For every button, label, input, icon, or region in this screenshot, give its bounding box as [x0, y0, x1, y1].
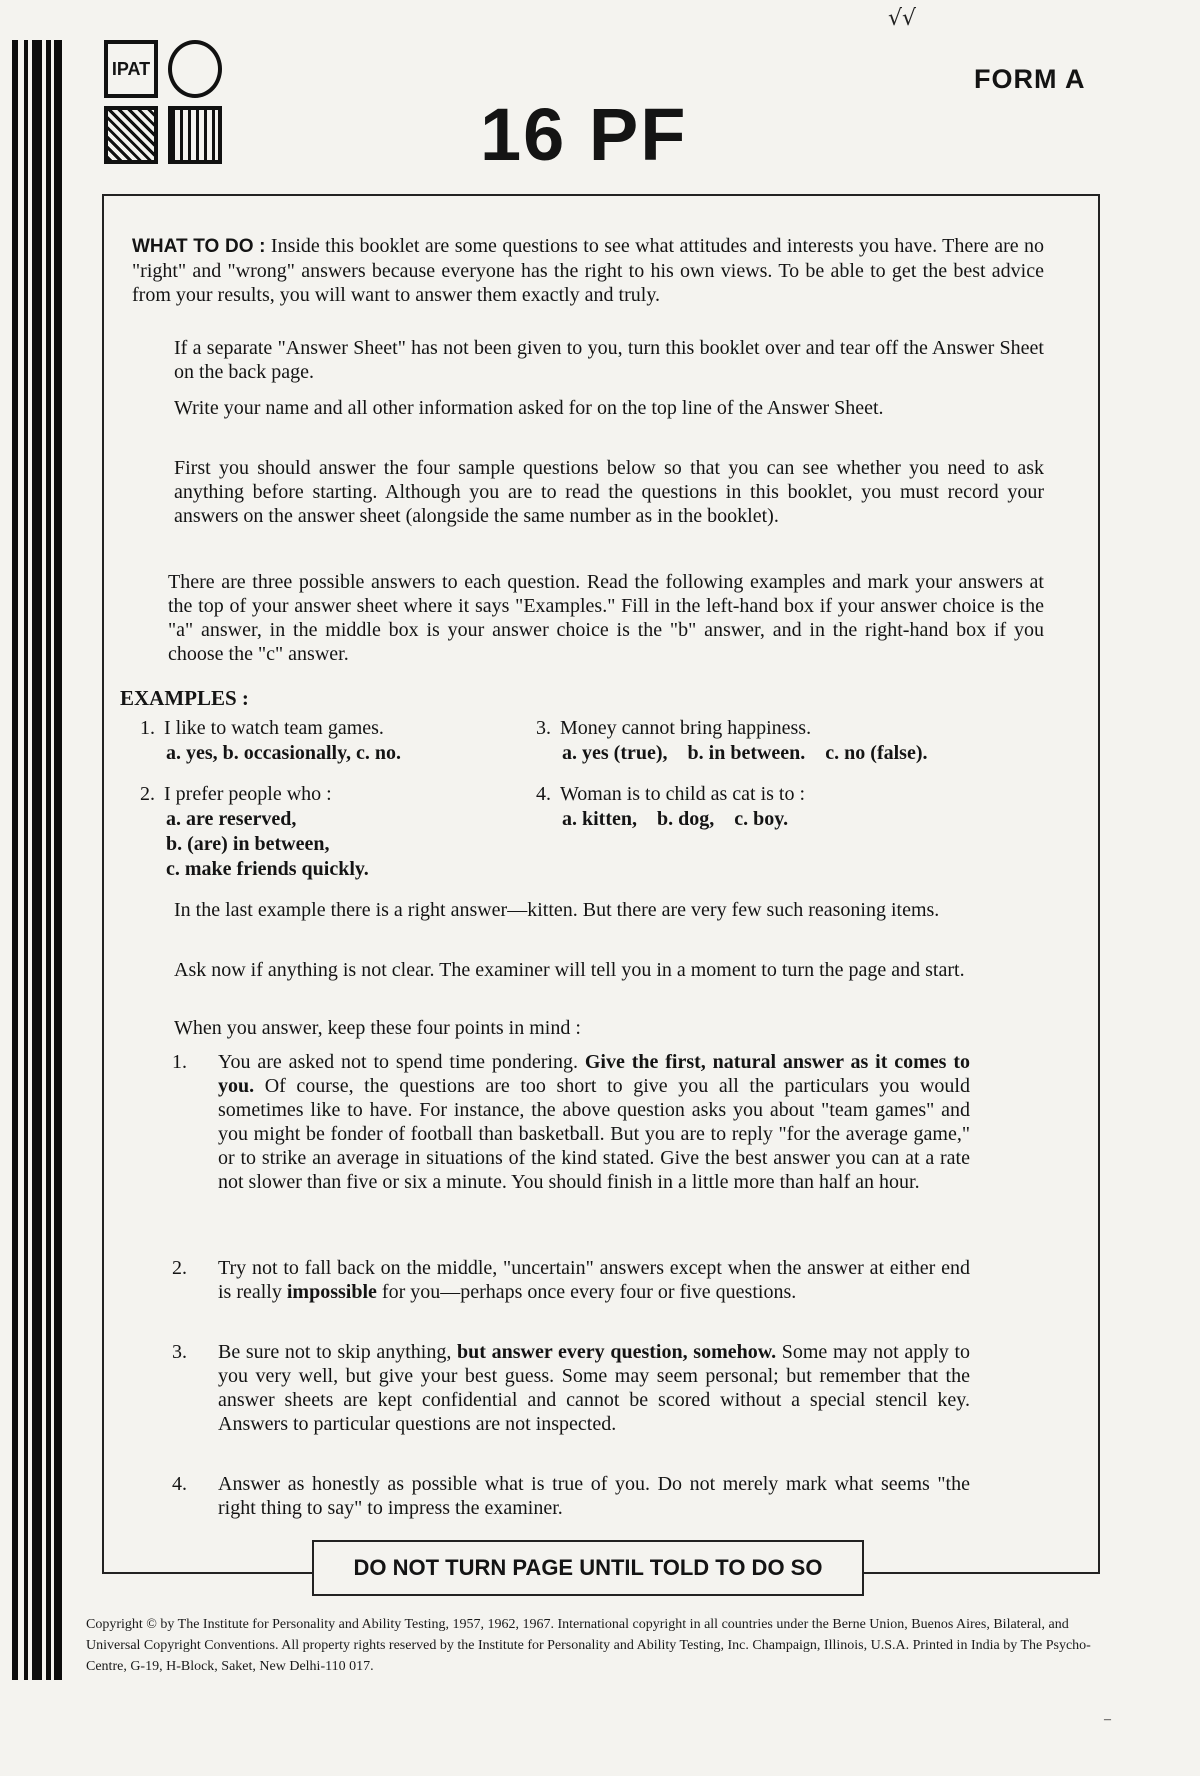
point-text: You are asked not to spend time pondering. — [218, 1051, 585, 1073]
point-text-cont: Of course, the questions are too short to give you all the particulars you would sometimes like to have. For instance, the above question asks you about "team games" and you might be fonder of football than basketball. But you are to reply "for the average game," or to strike an average in situations of the kind stated. Give the best answer you can at a rate not slower than five or six a minute. You should finish in a little more than half an hour. — [218, 1075, 970, 1193]
point-emphasis: but answer every question, somehow. — [457, 1341, 777, 1363]
point-number: 1. — [172, 1051, 187, 1073]
example-1 — [140, 716, 401, 766]
point-text: Try not to fall back on the middle, "uncertain" answers except when the answer at either end is really — [218, 1257, 970, 1303]
logo-tile-circle — [168, 40, 222, 98]
example-options: a. yes (true), b. in between. c. no (false). — [562, 742, 928, 764]
point-number: 4. — [172, 1473, 187, 1495]
example-number: 4. — [536, 783, 551, 805]
point-4 — [172, 1472, 970, 1520]
ask-now-note: Ask now if anything is not clear. The examiner will tell you in a moment to turn the page and start. — [174, 959, 965, 981]
example-number: 1. — [140, 717, 155, 739]
point-emphasis: impossible — [286, 1281, 377, 1303]
four-points-intro: When you answer, keep these four points in mind : — [174, 1017, 581, 1039]
example-options: a. yes, b. occasionally, c. no. — [166, 742, 402, 764]
examples-heading: EXAMPLES : — [120, 686, 249, 710]
page-title: 16 PF — [480, 93, 688, 176]
point-text: Be sure not to skip anything, — [218, 1341, 458, 1363]
instruction-paragraph-1 — [132, 234, 1044, 307]
example-option-a: a. are reserved, — [166, 808, 297, 830]
point-text: Answer as honestly as possible what is true of you. Do not merely mark what seems "the right thing to say" to impress the examiner. — [218, 1473, 970, 1519]
reasoning-note: In the last example there is a right answer—kitten. But there are very few such reasoning items. — [174, 899, 940, 921]
page-mark: – — [1104, 1712, 1111, 1727]
example-number: 3. — [536, 717, 551, 739]
instruction-paragraph-4: First you should answer the four sample questions below so that you can see whether you need to ask anything before starting. Although you are to read the questions in this booklet, you must record your answers on the answer sheet (alongside the same number as in the booklet). — [174, 457, 1044, 527]
ipat-logo — [104, 40, 228, 170]
instruction-paragraph-2: If a separate "Answer Sheet" has not been given to you, turn this booklet over and tear off the Answer Sheet on the back page. — [174, 337, 1044, 383]
handwritten-check-mark: √√ — [888, 6, 917, 31]
example-3 — [536, 716, 928, 766]
example-4 — [536, 782, 805, 832]
example-question: I like to watch team games. — [164, 717, 384, 739]
example-question: Woman is to child as cat is to : — [560, 783, 806, 805]
what-to-do-heading: WHAT TO DO : — [132, 236, 266, 257]
logo-tile-text: IPAT — [104, 40, 158, 98]
instruction-text-1: Inside this booklet are some questions to see what attitudes and interests you have. There are no "right" and "wrong" answers because everyone has the right to his own views. To be able to get the best advice from your results, you will want to answer them exactly and truly. — [132, 235, 1045, 306]
instruction-paragraph-3: Write your name and all other information asked for on the top line of the Answer Sheet. — [174, 397, 884, 419]
form-label: FORM A — [974, 64, 1086, 94]
point-2 — [172, 1256, 970, 1304]
point-3 — [172, 1340, 970, 1436]
point-number: 2. — [172, 1257, 187, 1279]
logo-tile-grid — [168, 106, 222, 164]
example-number: 2. — [140, 783, 155, 805]
point-emphasis: Give the first, natural answer as it comes to you. — [218, 1051, 970, 1097]
example-question: Money cannot bring happiness. — [560, 717, 812, 739]
example-question: I prefer people who : — [164, 783, 332, 805]
point-1 — [172, 1050, 970, 1194]
copyright-notice: Copyright © by The Institute for Personality and Ability Testing, 1957, 1962, 1967. International copyright in all countries under the Berne Union, Buenos Aires, Bilateral, and Universal Copyright Conventions. All property rights reserved by the Institute for Personality and Ability Testing, Inc. Champaign, Illinois, U.S.A. Printed in India by The Psycho-Centre, G-19, H-Block, Saket, New Delhi-110 017. — [86, 1617, 1091, 1674]
point-text-cont: Some may not apply to you very well, but give your best guess. Some may seem personal; but remember that the answer sheets are kept confidential and cannot be scored without a special stencil key. Answers to particular questions are not inspected. — [218, 1341, 971, 1435]
point-text-cont: for you—perhaps once every four or five questions. — [376, 1281, 797, 1303]
example-option-c: c. make friends quickly. — [166, 858, 369, 880]
instruction-paragraph-5: There are three possible answers to each question. Read the following examples and mark your answers at the top of your answer sheet where it says "Examples." Fill in the left-hand box if your answer choice is the "a" answer, in the middle box is your answer choice is the "b" answer, and in the right-hand box if you choose the "c" answer. — [168, 571, 1044, 665]
example-2 — [140, 782, 369, 882]
example-option-b: b. (are) in between, — [166, 833, 330, 855]
do-not-turn-notice: DO NOT TURN PAGE UNTIL TOLD TO DO SO — [312, 1540, 864, 1596]
example-options: a. kitten, b. dog, c. boy. — [562, 808, 789, 830]
logo-tile-pattern — [104, 106, 158, 164]
point-number: 3. — [172, 1341, 187, 1363]
